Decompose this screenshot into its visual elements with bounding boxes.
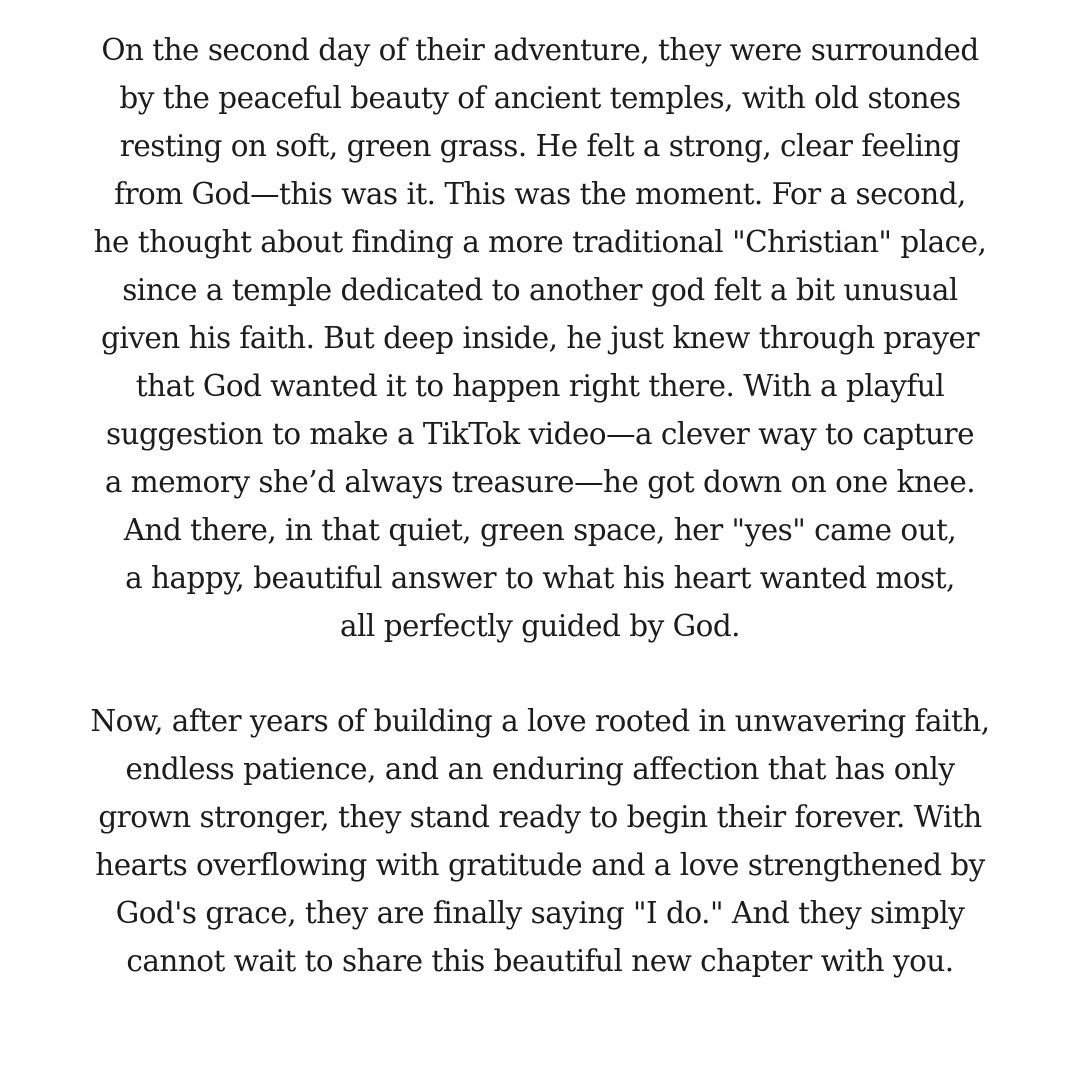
story-paragraph-wedding	[0, 697, 1080, 985]
text-line: a happy, beautiful answer to what his heart wanted most,	[125, 561, 955, 595]
text-line: a memory she’d always treasure—he got down on one knee.	[104, 465, 976, 499]
story-paragraph-proposal	[0, 26, 1080, 650]
text-line: Now, after years of building a love rooted in unwavering faith,	[90, 704, 990, 738]
text-line: cannot wait to share this beautiful new chapter with you.	[126, 944, 954, 978]
text-line: On the second day of their adventure, they were surrounded	[101, 33, 979, 67]
text-line: given his faith. But deep inside, he just knew through prayer	[100, 321, 980, 355]
text-line: God's grace, they are finally saying "I do." And they simply	[115, 896, 965, 930]
text-line: all perfectly guided by God.	[339, 609, 741, 643]
text-line: that God wanted it to happen right there. With a playful	[135, 369, 945, 403]
text-line: grown stronger, they stand ready to begin their forever. With	[98, 800, 982, 834]
text-line: from God—this was it. This was the moment. For a second,	[114, 177, 966, 211]
text-line: suggestion to make a TikTok video—a clever way to capture	[105, 417, 975, 451]
text-line: And there, in that quiet, green space, her "yes" came out,	[123, 513, 957, 547]
text-line: endless patience, and an enduring affection that has only	[125, 752, 955, 786]
text-line: resting on soft, green grass. He felt a strong, clear feeling	[119, 129, 961, 163]
text-line: by the peaceful beauty of ancient temples, with old stones	[119, 81, 961, 115]
text-line: since a temple dedicated to another god felt a bit unusual	[122, 273, 958, 307]
text-line: he thought about finding a more traditional "Christian" place,	[93, 225, 987, 259]
text-line: hearts overflowing with gratitude and a love strengthened by	[95, 848, 985, 882]
